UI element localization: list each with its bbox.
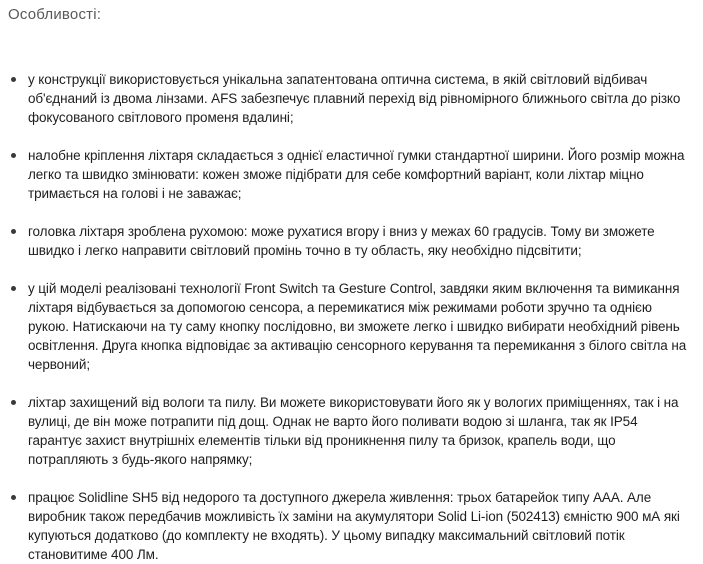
feature-list-item: [8, 393, 693, 469]
feature-list-item: [8, 488, 693, 564]
feature-text: головка ліхтаря зроблена рухомою: може рухатися вгору і вниз у межах 60 градусів. Тому ви зможете швидко і легко направити світловий промінь точно в ту область, яку необхідно підсвітити;: [28, 224, 655, 258]
section-title: Особливості:: [8, 6, 102, 23]
features-list: [8, 70, 693, 564]
feature-list-item: [8, 222, 693, 260]
feature-list-item: [8, 70, 693, 127]
feature-list-item: [8, 146, 693, 203]
feature-list-item: [8, 279, 693, 374]
feature-text: налобне кріплення ліхтаря складається з однієї еластичної гумки стандартної ширини. Його розмір можна легко та швидко змінювати: кожен зможе підібрати для себе комфортний варіант, коли ліхтар міцно тримається на голові і не заважає;: [28, 148, 685, 201]
feature-text: ліхтар захищений від вологи та пилу. Ви можете використовувати його як у вологих приміщеннях, так і на вулиці, де він може потрапити під дощ. Однак не варто його поливати водою зі шланга, так як IP54 гарантує захист внутрішніх елементів тільки від проникнення пилу та бризок, крапель води, що потрапляють з будь-якого напрямку;: [28, 395, 679, 467]
feature-text: працює Solidline SH5 від недорого та доступного джерела живлення: трьох батарейок типу AAA. Але виробник також передбачив можливість їх заміни на акумулятори Solid Li-ion (502413) ємністю 900 мА які купуються додатково (до комплекту не входять). У цьому випадку максимальний світловий потік становитиме 400 Лм.: [28, 490, 680, 562]
bullet-icon: [11, 229, 16, 234]
bullet-icon: [11, 495, 16, 500]
bullet-icon: [11, 77, 16, 82]
bullet-icon: [11, 400, 16, 405]
feature-text: у конструкції використовується унікальна запатентована оптична система, в якій світловий відбивач об'єднаний із двома лінзами. AFS забезпечує плавний перехід від рівномірного ближнього світла до різко фокусованого світлового променя вдалині;: [28, 72, 681, 125]
feature-text: у цій моделі реалізовані технології Front Switch та Gesture Control, завдяки яким включення та вимикання ліхтаря відбувається за допомогою сенсора, а перемикатися між режимами роботи зручно та однією рукою. Натискаючи на ту саму кнопку послідовно, ви зможете легко і швидко вибирати необхідний рівень освітлення. Друга кнопка відповідає за активацію сенсорного керування та перемикання з білого світла на червоний;: [28, 281, 687, 372]
bullet-icon: [11, 286, 16, 291]
bullet-icon: [11, 153, 16, 158]
